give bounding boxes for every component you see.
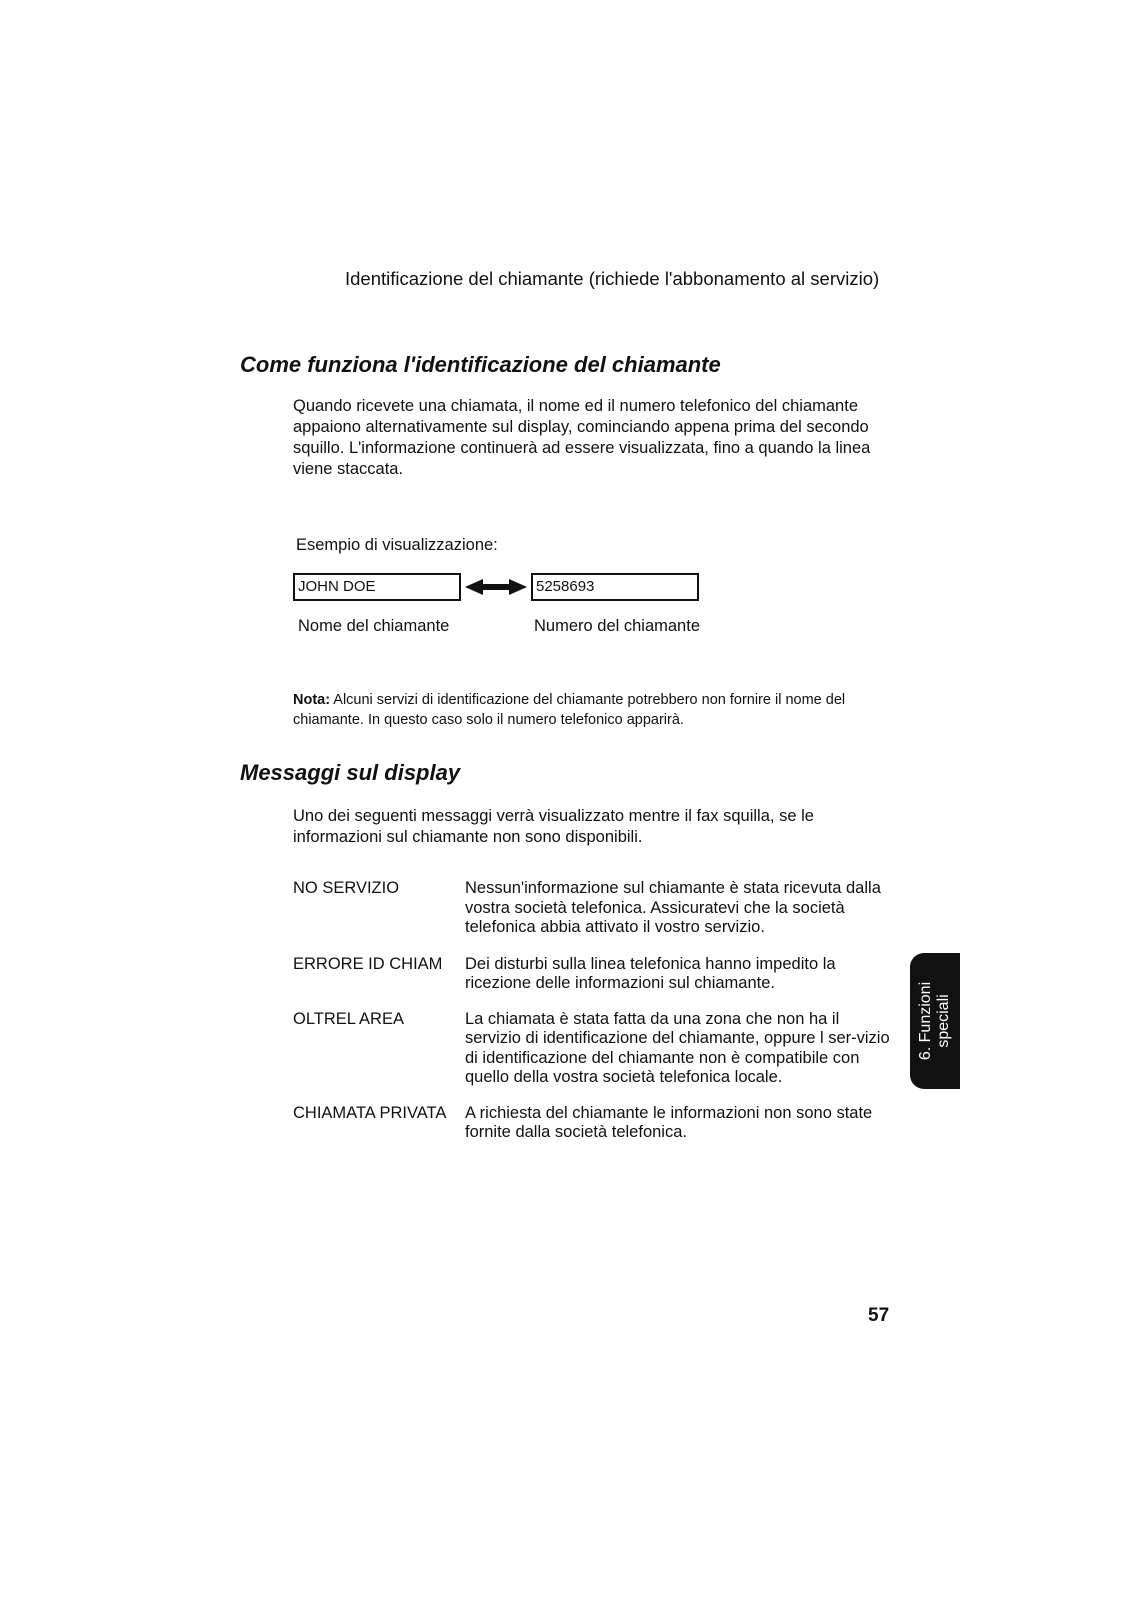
message-code: CHIAMATA PRIVATA [293, 1103, 447, 1122]
running-header: Identificazione del chiamante (richiede l'abbonamento al servizio) [345, 268, 880, 289]
message-description: A richiesta del chiamante le informazioni non sono state fornite dalla società telefonica. [465, 1103, 873, 1141]
message-description: Nessun'informazione sul chiamante è stata ricevuta dalla vostra società telefonica. Assicuratevi che la società telefonica abbia attivato il vostro servizio. [465, 879, 881, 936]
message-row [293, 1104, 893, 1143]
message-row [293, 879, 893, 938]
display-name-box: JOHN DOE [293, 573, 461, 601]
display-number-box: 5258693 [531, 573, 699, 601]
note-text: Alcuni servizi di identificazione del chiamante potrebbero non fornire il nome del chiamante. In questo caso solo il numero telefonico apparirà. [293, 692, 846, 728]
message-description: La chiamata è stata fatta da una zona che non ha il servizio di identificazione del chiamante, oppure l ser-vizio di identificazione del chiamante non è compatibile con quello della vostra società telefonica locale. [465, 1009, 890, 1086]
caller-name-caption: Nome del chiamante [298, 617, 450, 635]
chapter-tab-line1: 6. Funzioni [917, 981, 934, 1061]
message-row [293, 1010, 893, 1088]
message-description: Dei disturbi sulla linea telefonica hanno impedito la ricezione delle informazioni sul chiamante. [465, 954, 836, 992]
message-code: ERRORE ID CHIAM [293, 954, 443, 973]
display-example-label: Esempio di visualizzazione: [296, 536, 498, 554]
page-number: 57 [868, 1305, 890, 1326]
message-row [293, 955, 893, 994]
section-title-display-messages: Messaggi sul display [240, 760, 461, 785]
note [293, 690, 873, 730]
chapter-tab [910, 953, 960, 1089]
chapter-tab-label [917, 982, 953, 1060]
message-code: OLTREL AREA [293, 1009, 404, 1028]
display-messages-table [293, 879, 893, 1143]
message-code: NO SERVIZIO [293, 879, 400, 897]
double-arrow-icon [463, 576, 529, 598]
section-title-caller-id: Come funziona l'identificazione del chiamante [240, 352, 721, 377]
note-label: Nota: [293, 692, 331, 708]
display-messages-description: Uno dei seguenti messaggi verrà visualizzato mentre il fax squilla, se le informazioni sul chiamante non sono disponibili. [293, 807, 814, 846]
chapter-tab-line2: speciali [935, 994, 952, 1048]
caller-number-caption: Numero del chiamante [534, 617, 700, 635]
caller-id-description: Quando ricevete una chiamata, il nome ed il numero telefonico del chiamante appaiono alternativamente sul display, cominciando appena prima del secondo squillo. L'informazione continuerà ad essere visualizzata, fino a quando la linea viene staccata. [293, 397, 871, 478]
